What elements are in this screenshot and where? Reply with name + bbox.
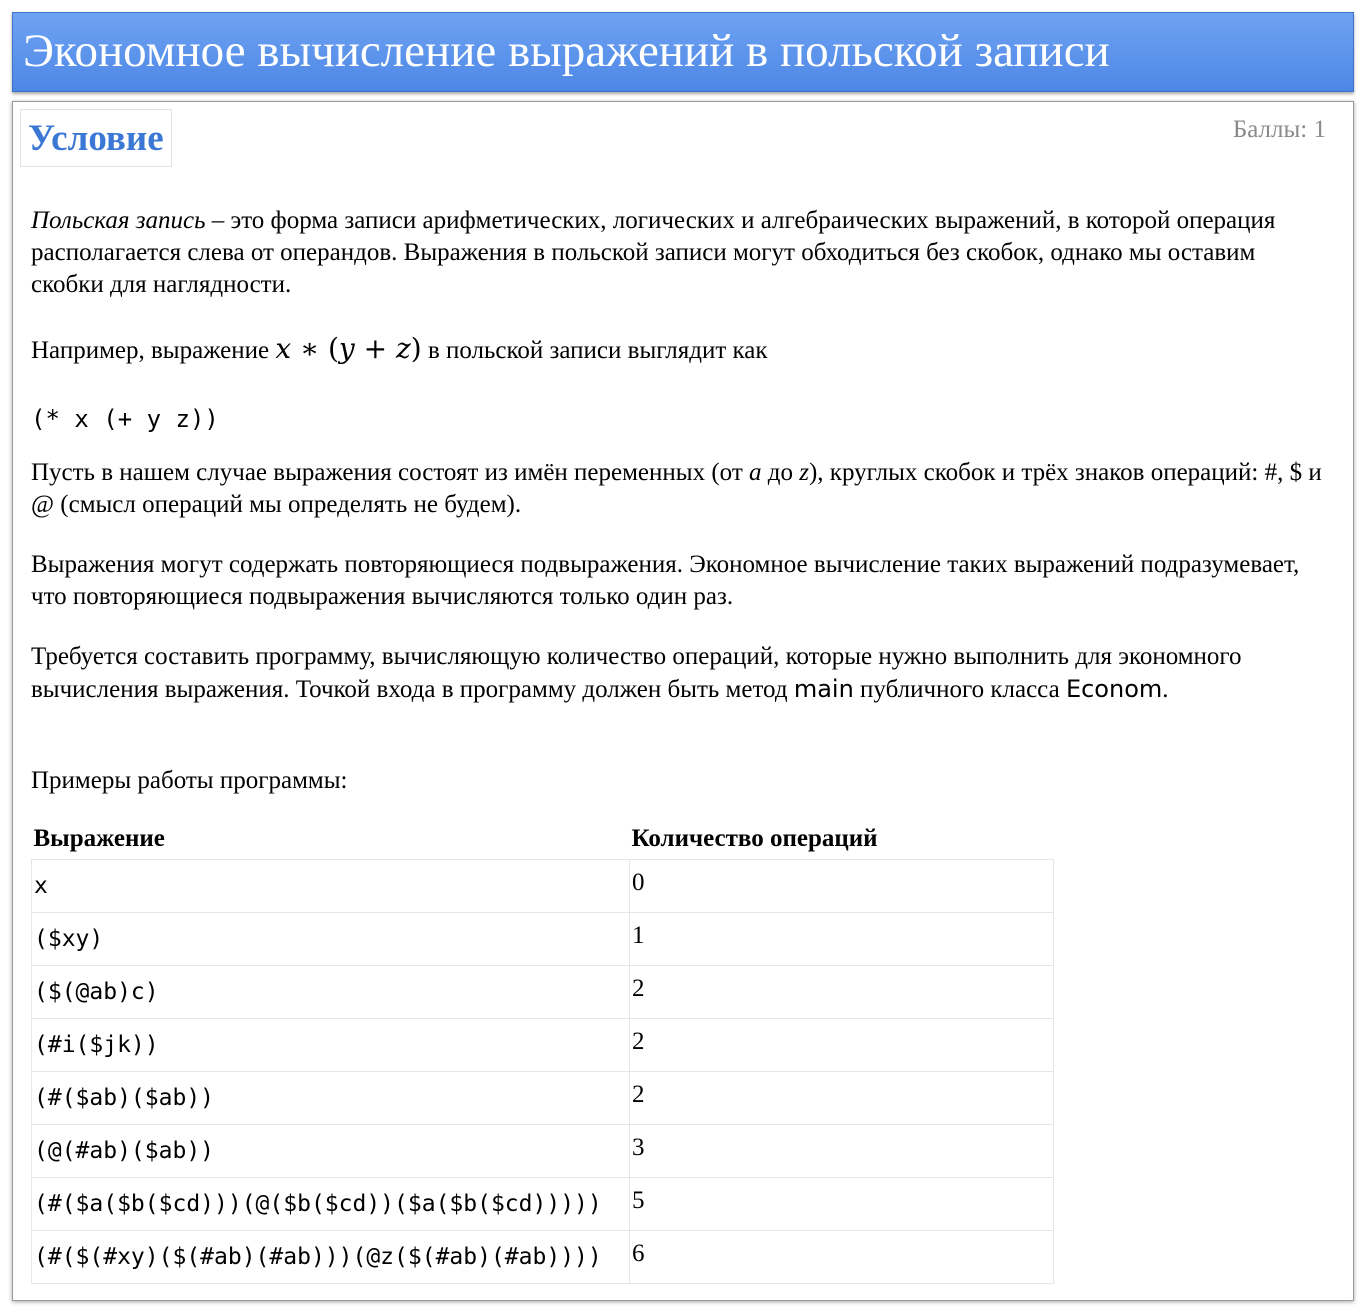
- var-a: a: [749, 459, 762, 486]
- count-cell: 1: [630, 912, 1054, 965]
- expression-cell: x: [32, 859, 630, 912]
- count-cell: 3: [630, 1124, 1054, 1177]
- count-cell: 5: [630, 1177, 1054, 1230]
- expression-cell: (@(#ab)($ab)): [32, 1124, 630, 1177]
- page-title: Экономное вычисление выражений в польской записи: [23, 25, 1110, 77]
- paragraph-definition-text: – это форма записи арифметических, логических и алгебраических выражений, в которой операция располагается слева от операндов. Выражения в польской записи могут обходиться без скобок, однако мы оставим скобки для наглядности.: [31, 207, 1276, 298]
- table-row: [32, 1124, 1054, 1177]
- table-row: [32, 1177, 1054, 1230]
- class-econom: Econom: [1065, 675, 1163, 703]
- term-polish-notation: Польская запись: [31, 207, 206, 234]
- example-prefix: Например, выражение: [31, 337, 276, 364]
- count-cell: 6: [630, 1230, 1054, 1283]
- examples-table: [31, 817, 1054, 1284]
- formula-z: z: [396, 332, 411, 365]
- column-header-count: Количество операций: [631, 825, 878, 852]
- alphabet-text-a: Пусть в нашем случае выражения состоят из имён переменных (от: [31, 459, 750, 486]
- task-text-a: Требуется составить программу, вычисляющую количество операций, которые нужно выполнить для экономного вычисления выражения. Точкой входа в программу должен быть метод: [31, 643, 1242, 703]
- expression-cell: (#($a($b($cd)))(@($b($cd))($a($b($cd))))): [32, 1177, 630, 1230]
- title-bar: [12, 12, 1354, 92]
- table-row: [32, 1018, 1054, 1071]
- expression-cell: (#($(#xy)($(#ab)(#ab)))(@z($(#ab)(#ab)))): [32, 1230, 630, 1283]
- table-row: [32, 859, 1054, 912]
- expression-cell: (#i($jk)): [32, 1018, 630, 1071]
- task-text-c: .: [1162, 676, 1169, 703]
- table-row: [32, 1071, 1054, 1124]
- alphabet-text-c: ), круглых скобок и трёх знаков операций: #, $ и @ (смысл операций мы определять не будем).: [31, 459, 1322, 518]
- count-cell: 2: [630, 1018, 1054, 1071]
- count-cell: 2: [630, 965, 1054, 1018]
- score-label: Баллы: 1: [1232, 116, 1326, 143]
- table-header-row: [32, 817, 1054, 859]
- paragraph-definition: [31, 205, 1331, 301]
- method-main: main: [793, 675, 854, 703]
- formula-op-mul: ∗ (: [291, 332, 339, 365]
- formula: [275, 332, 421, 365]
- table-row: [32, 912, 1054, 965]
- code-example: (* x (+ y z)): [31, 405, 219, 433]
- expression-cell: (#($ab)($ab)): [32, 1071, 630, 1124]
- formula-op-plus: +: [354, 332, 396, 365]
- problem-panel: [12, 101, 1354, 1301]
- formula-close: ): [410, 332, 422, 365]
- count-cell: 2: [630, 1071, 1054, 1124]
- expression-cell: ($xy): [32, 912, 630, 965]
- task-text-b: публичного класса: [853, 676, 1066, 703]
- section-tab-condition[interactable]: Условие: [20, 109, 172, 167]
- formula-x: x: [275, 332, 292, 365]
- paragraph-example: [31, 333, 1331, 367]
- column-header-expression: Выражение: [33, 825, 165, 852]
- paragraph-examples-intro: Примеры работы программы:: [31, 767, 348, 794]
- alphabet-text-b: до: [761, 459, 800, 486]
- example-suffix: в польской записи выглядит как: [421, 337, 768, 364]
- expression-cell: ($(@ab)c): [32, 965, 630, 1018]
- count-cell: 0: [630, 859, 1054, 912]
- formula-y: y: [338, 332, 355, 365]
- table-row: [32, 965, 1054, 1018]
- paragraph-task: [31, 641, 1331, 706]
- paragraph-repeated: Выражения могут содержать повторяющиеся подвыражения. Экономное вычисление таких выражений подразумевает, что повторяющиеся подвыражения вычисляются только один раз.: [31, 551, 1300, 610]
- paragraph-alphabet: [31, 457, 1331, 521]
- table-row: [32, 1230, 1054, 1283]
- var-z: z: [799, 459, 809, 486]
